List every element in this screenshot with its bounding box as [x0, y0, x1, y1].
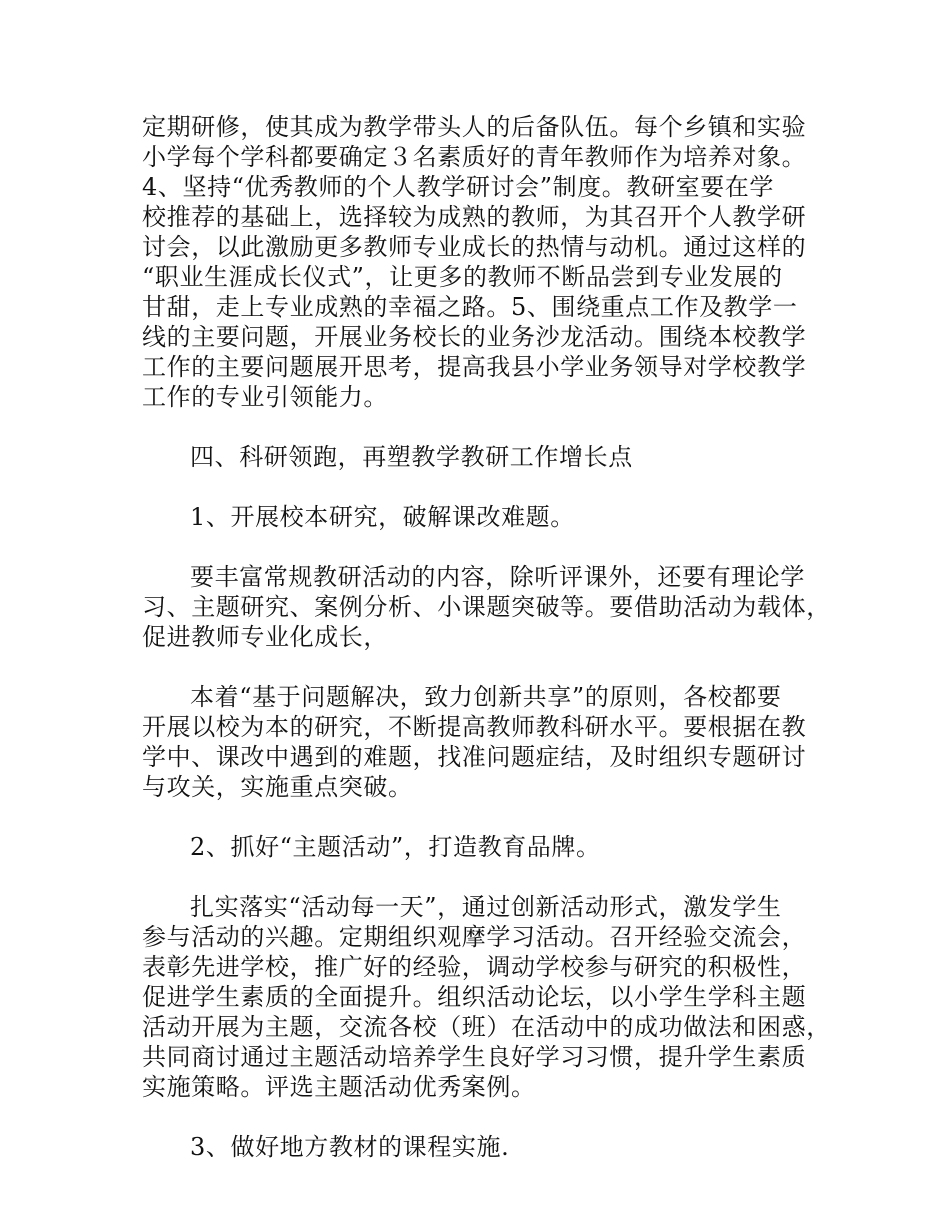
paragraph-teaching-activities — [142, 562, 832, 652]
text-line: 促进学生素质的全面提升。组织活动论坛，以小学生学科主题 — [142, 983, 807, 1011]
subheading-theme-activities — [142, 832, 832, 862]
text-line: 定期研修，使其成为教学带头人的后备队伍。每个乡镇和实验 — [142, 113, 807, 141]
text-line: 扎实落实“活动每一天”，通过创新活动形式，激发学生 — [190, 893, 782, 921]
text-line: “职业生涯成长仪式”，让更多的教师不断品尝到专业发展的 — [142, 263, 783, 291]
subheading-line: 1、开展校本研究，破解课改难题。 — [190, 503, 575, 531]
text-line: 讨会，以此激励更多教师专业成长的热情与动机。通过这样的 — [142, 233, 807, 261]
text-line: 要丰富常规教研活动的内容，除听评课外，还要有理论学 — [190, 563, 805, 591]
text-line: 实施策略。评选主题活动优秀案例。 — [142, 1073, 536, 1101]
text-line: 表彰先进学校，推广好的经验，调动学校参与研究的积极性， — [142, 953, 807, 981]
paragraph-daily-activities — [142, 892, 832, 1102]
heading-line: 四、科研领跑，再塑教学教研工作增长点 — [190, 443, 633, 471]
paragraph-spacer — [142, 862, 832, 892]
text-line: 线的主要问题，开展业务校长的业务沙龙活动。围绕本校教学 — [142, 323, 807, 351]
subheading-school-research — [142, 502, 832, 532]
paragraph-teacher-development — [142, 112, 832, 412]
section-heading — [142, 442, 832, 472]
paragraph-spacer — [142, 472, 832, 502]
text-line: 习、主题研究、案例分析、小课题突破等。要借助活动为载体， — [142, 593, 831, 621]
text-line: 工作的专业引领能力。 — [142, 383, 388, 411]
subheading-line: 3、做好地方教材的课程实施. — [190, 1133, 510, 1161]
text-line: 学中、课改中遇到的难题，找准问题症结，及时组织专题研讨 — [142, 743, 807, 771]
paragraph-spacer — [142, 1102, 832, 1132]
text-line: 促进教师专业化成长， — [142, 623, 388, 651]
document-page — [142, 112, 832, 1162]
text-line: 参与活动的兴趣。定期组织观摩学习活动。召开经验交流会， — [142, 923, 807, 951]
text-line: 校推荐的基础上，选择较为成熟的教师，为其召开个人教学研 — [142, 203, 807, 231]
text-line: 工作的主要问题展开思考，提高我县小学业务领导对学校教学 — [142, 353, 807, 381]
text-line: 与攻关，实施重点突破。 — [142, 773, 413, 801]
paragraph-spacer — [142, 412, 832, 442]
text-line: 开展以校为本的研究，不断提高教师教科研水平。要根据在教 — [142, 713, 807, 741]
text-line: 甘甜，走上专业成熟的幸福之路。5、围绕重点工作及教学一 — [142, 293, 798, 321]
paragraph-spacer — [142, 802, 832, 832]
subheading-line: 2、抓好“主题活动”，打造教育品牌。 — [190, 833, 601, 861]
text-line: 共同商讨通过主题活动培养学生良好学习习惯，提升学生素质 — [142, 1043, 807, 1071]
subheading-local-textbooks — [142, 1132, 832, 1162]
paragraph-spacer — [142, 652, 832, 682]
paragraph-problem-solving — [142, 682, 832, 802]
paragraph-spacer — [142, 532, 832, 562]
text-line: 小学每个学科都要确定３名素质好的青年教师作为培养对象。 — [142, 143, 807, 171]
text-line: 4、坚持“优秀教师的个人教学研讨会”制度。教研室要在学 — [142, 173, 775, 201]
text-line: 活动开展为主题，交流各校（班）在活动中的成功做法和困惑， — [142, 1013, 831, 1041]
text-line: 本着“基于问题解决，致力创新共享”的原则，各校都要 — [190, 683, 782, 711]
